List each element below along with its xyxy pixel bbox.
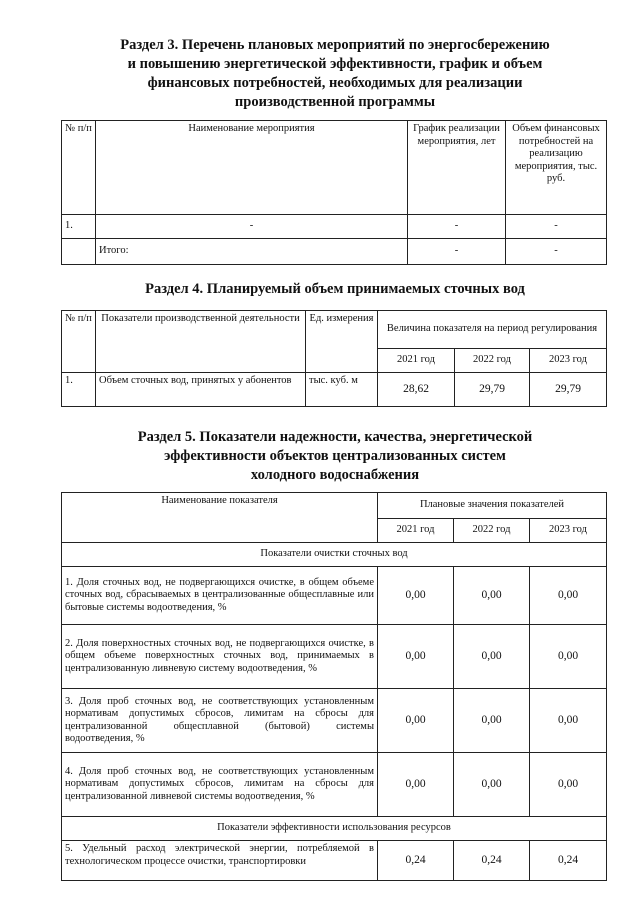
col-header-year: 2022 год — [454, 519, 530, 543]
cell-indicator: 2. Доля поверхностных сточных вод, не подвергающихся очистке, в общем объеме поверхностных сточных вод, принимаемых в централизованную ливневую систему водоотведения, % — [62, 625, 378, 689]
cell-volume: - — [506, 239, 607, 265]
cell-value: 0,00 — [530, 689, 607, 753]
table-row — [62, 567, 607, 625]
cell-value: 28,62 — [378, 373, 455, 407]
cell-num: 1. — [62, 373, 96, 407]
table-row — [62, 689, 607, 753]
cell-schedule: - — [408, 215, 506, 239]
cell-value: 0,24 — [530, 841, 607, 881]
cell-value: 0,00 — [530, 753, 607, 817]
cell-indicator: Объем сточных вод, принятых у абонентов — [96, 373, 306, 407]
group-row — [62, 543, 607, 567]
group-label: Показатели эффективности использования ресурсов — [62, 817, 607, 841]
cell-volume: - — [506, 215, 607, 239]
section-4-title-text: Раздел 4. Планируемый объем принимаемых сточных вод — [145, 281, 525, 297]
col-header-plan: Плановые значения показателей — [378, 493, 607, 519]
cell-value: 0,24 — [454, 841, 530, 881]
col-header-unit: Ед. измерения — [306, 311, 378, 373]
table-row-total — [62, 239, 607, 265]
cell-indicator: 4. Доля проб сточных вод, не соответствующих установленным нормативам допустимых сбросов, лимитам на сбросы для централизованной ливневой системы водоотведения, % — [62, 753, 378, 817]
cell-value: 0,00 — [530, 625, 607, 689]
cell-unit: тыс. куб. м — [306, 373, 378, 407]
section-3-table — [61, 120, 607, 265]
section-5-table — [61, 492, 607, 881]
section-5-title-line: холодного водоснабжения — [250, 467, 420, 483]
table-header-row — [62, 311, 607, 349]
cell-schedule: - — [408, 239, 506, 265]
col-header-period: Величина показателя на период регулирования — [378, 311, 607, 349]
group-row — [62, 817, 607, 841]
col-header-activity: Наименование мероприятия — [96, 121, 408, 215]
col-header-year: 2023 год — [530, 519, 607, 543]
section-4-title — [70, 280, 600, 299]
cell-value: 0,00 — [378, 625, 454, 689]
col-header-year: 2021 год — [378, 519, 454, 543]
cell-activity: - — [96, 215, 408, 239]
table-row — [62, 373, 607, 407]
cell-value: 0,00 — [378, 689, 454, 753]
cell-value: 0,00 — [378, 753, 454, 817]
section-5-title-line: эффективности объектов централизованных систем — [164, 448, 506, 464]
col-header-year: 2023 год — [530, 349, 607, 373]
cell-value: 0,00 — [530, 567, 607, 625]
table-header-row — [62, 121, 607, 215]
col-header-volume: Объем финансовых потребностей на реализацию мероприятия, тыс. руб. — [506, 121, 607, 215]
col-header-num: № п/п — [62, 311, 96, 373]
section-5-title-line: Раздел 5. Показатели надежности, качества, энергетической — [137, 429, 533, 445]
section-3-title-line: Раздел 3. Перечень плановых мероприятий по энергосбережению — [120, 37, 550, 53]
cell-activity: Итого: — [96, 239, 408, 265]
cell-indicator: 3. Доля проб сточных вод, не соответствующих установленным нормативам допустимых сбросов, лимитам на сбросы для централизованной общесплавной (бытовой) системы водоотведения, % — [62, 689, 378, 753]
cell-value: 0,00 — [454, 753, 530, 817]
cell-value: 0,00 — [454, 689, 530, 753]
cell-indicator: 5. Удельный расход электрической энергии, потребляемой в технологическом процессе очистки, транспортировки — [62, 841, 378, 881]
section-4-table — [61, 310, 607, 407]
group-label: Показатели очистки сточных вод — [62, 543, 607, 567]
cell-value: 0,00 — [454, 567, 530, 625]
table-row — [62, 625, 607, 689]
col-header-year: 2021 год — [378, 349, 455, 373]
col-header-indicator: Наименование показателя — [62, 493, 378, 543]
col-header-schedule: График реализации мероприятия, лет — [408, 121, 506, 215]
cell-value: 29,79 — [455, 373, 530, 407]
cell-value: 29,79 — [530, 373, 607, 407]
col-header-num: № п/п — [62, 121, 96, 215]
section-3-title — [70, 36, 600, 112]
table-row — [62, 215, 607, 239]
section-5-title — [70, 428, 600, 485]
cell-value: 0,00 — [378, 567, 454, 625]
cell-num — [62, 239, 96, 265]
table-header-row — [62, 493, 607, 519]
cell-value: 0,24 — [378, 841, 454, 881]
section-3-title-line: и повышению энергетической эффективности, график и объем — [127, 56, 543, 72]
section-3-title-line: производственной программы — [234, 94, 436, 110]
table-row — [62, 841, 607, 881]
col-header-year: 2022 год — [455, 349, 530, 373]
cell-indicator: 1. Доля сточных вод, не подвергающихся очистке, в общем объеме сточных вод, сбрасываемых в централизованные общесплавные или бытовые системы водоотведения, % — [62, 567, 378, 625]
section-3-title-line: финансовых потребностей, необходимых для реализации — [147, 75, 523, 91]
cell-value: 0,00 — [454, 625, 530, 689]
cell-num: 1. — [62, 215, 96, 239]
col-header-indicator: Показатели производственной деятельности — [96, 311, 306, 373]
table-row — [62, 753, 607, 817]
